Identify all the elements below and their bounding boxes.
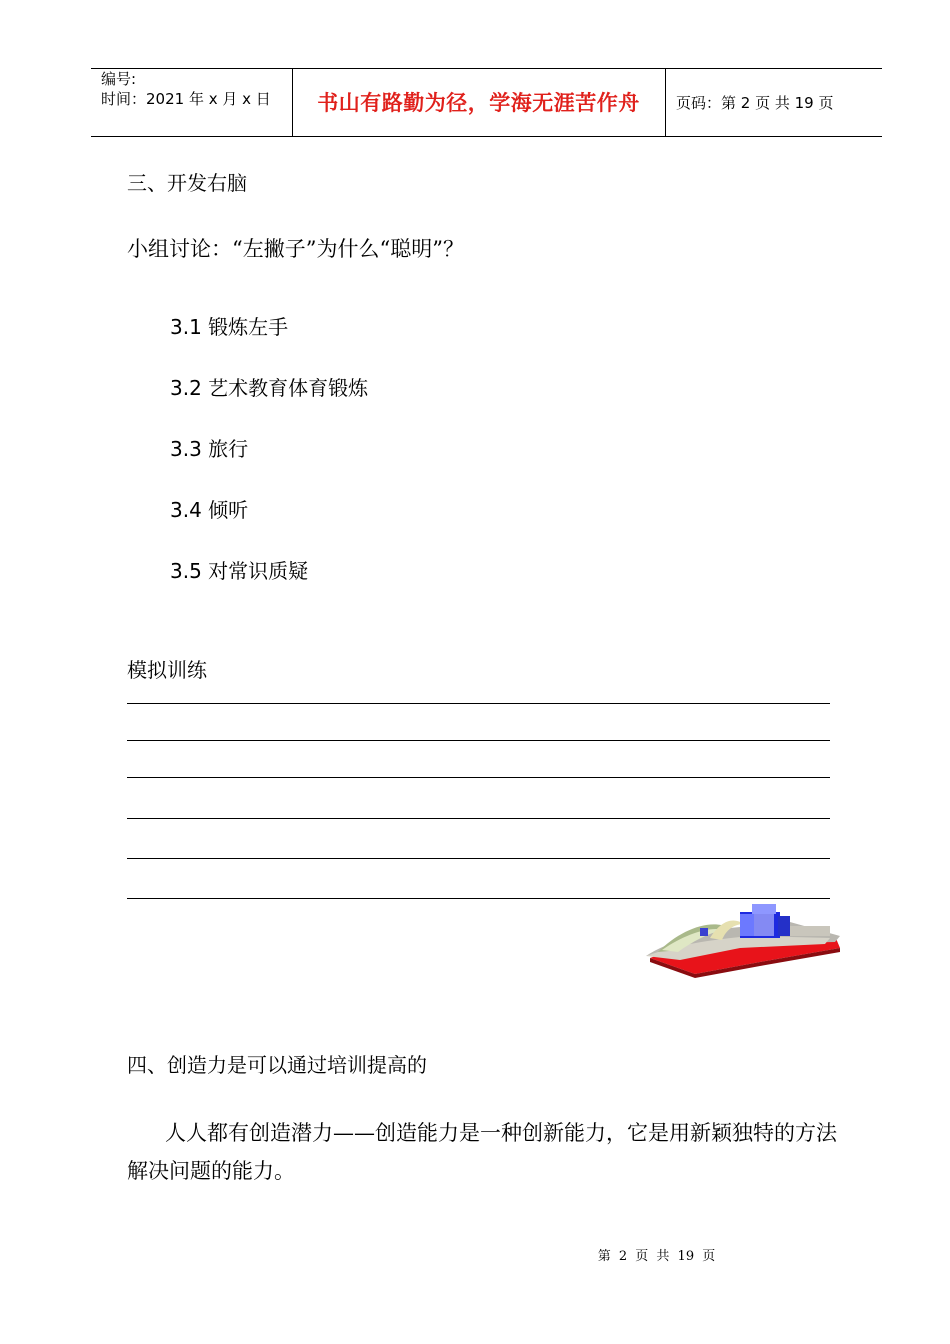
time-label: 时间：2021 年 x 月 x 日 [101, 90, 271, 108]
list-item: 3.4 倾听 [170, 498, 249, 522]
motto: 书山有路勤为径，学海无涯苦作舟 [317, 91, 640, 115]
section-3-heading: 三、开发右脑 [127, 171, 247, 195]
answer-line [127, 858, 830, 859]
answer-line [127, 740, 830, 741]
answer-line [127, 898, 830, 899]
answer-line [127, 703, 830, 704]
header-bottom-rule [91, 136, 882, 137]
list-item: 3.2 艺术教育体育锻炼 [170, 376, 369, 400]
header-divider-right [665, 68, 666, 136]
clipart-building-icon [640, 900, 850, 980]
body-paragraph: 人人都有创造潜力——创造能力是一种创新能力，它是用新颖独特的方法解决问题的能力。 [127, 1121, 837, 1183]
list-item: 3.3 旅行 [170, 437, 249, 461]
page-label: 页码：第 2 页 共 19 页 [676, 94, 834, 112]
practice-label: 模拟训练 [127, 658, 207, 682]
list-item: 3.1 锻炼左手 [170, 315, 289, 339]
serial-label: 编号: [101, 70, 137, 88]
answer-line [127, 777, 830, 778]
list-item: 3.5 对常识质疑 [170, 559, 309, 583]
discussion-question: 小组讨论：“左撇子”为什么“聪明”？ [127, 237, 464, 261]
answer-line [127, 818, 830, 819]
section-4-heading: 四、创造力是可以通过培训提高的 [127, 1053, 427, 1077]
page-footer: 第 2 页 共 19 页 [597, 1249, 716, 1264]
